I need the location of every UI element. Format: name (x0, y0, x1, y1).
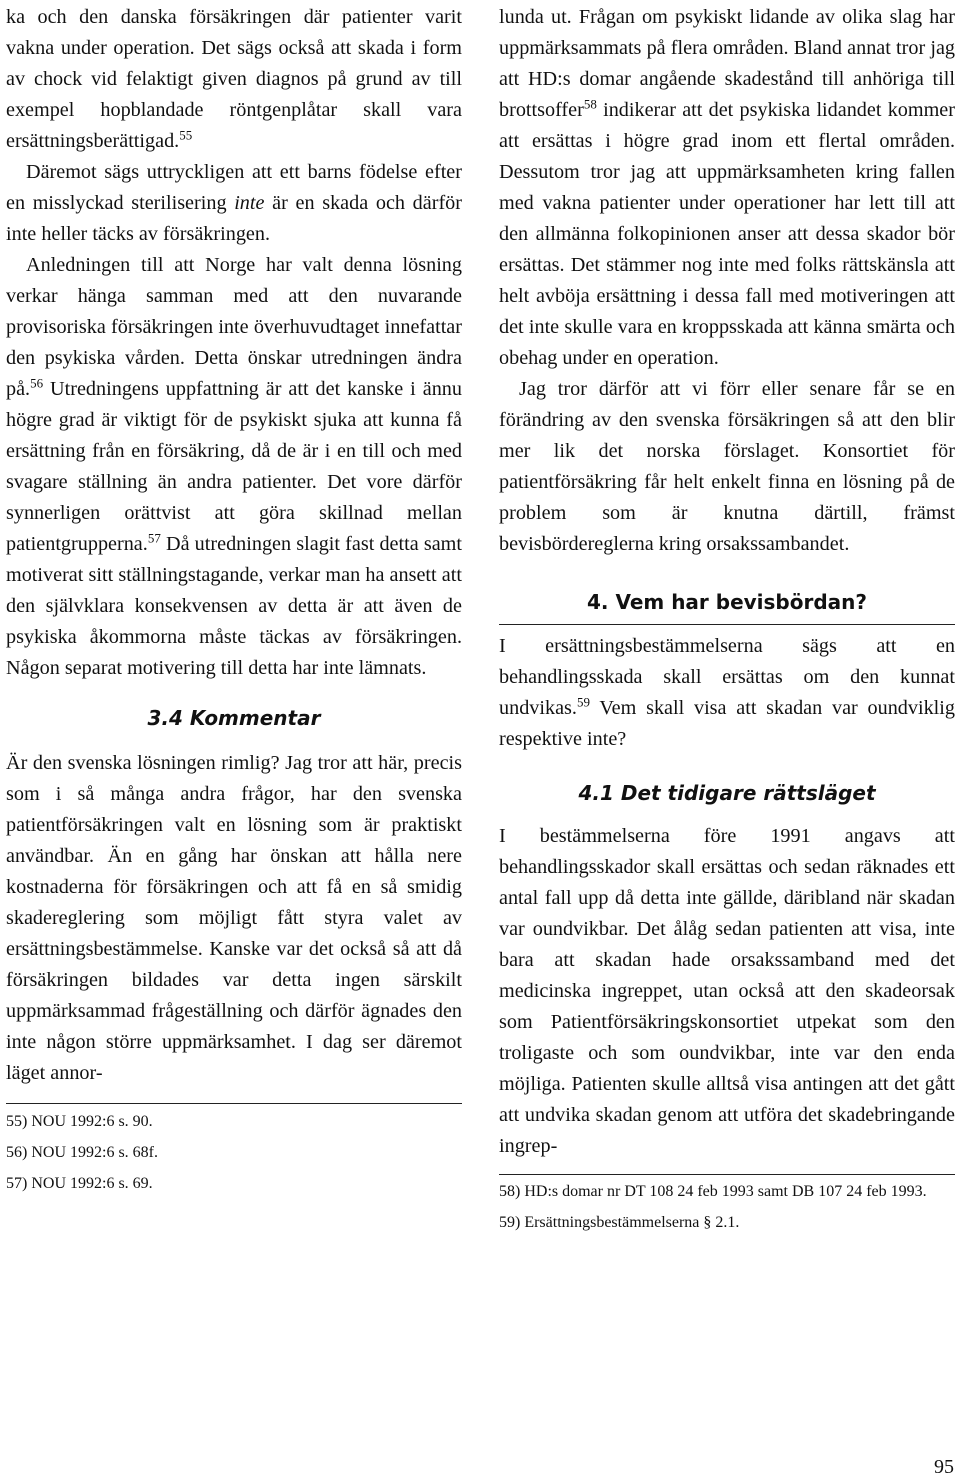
section-heading: 4.1 Det tidigare rättsläget (578, 781, 876, 805)
paragraph: Är den svenska lösningen rimlig? Jag tror att här, precis som i så många andra frågor, har den svenska patientförsäkringen valt en lösning som är praktiskt användbar. Än en gång har önskan att hålla nere kostnaderna för försäkringen och att få en så smidig skadereglering som möjligt fått styra valet av ersättningsbestämmelse. Kanske var det också så att då försäkringen bildades var detta ingen särskilt uppmärksammad frågeställning och därför ägnades den inte någon större uppmärksamhet. I dag ser däremot läget annor- (6, 752, 462, 1084)
paragraph-text: ka och den danska försäkringen där patienter varit vakna under operation. Det sägs också att skada i form av chock vid felaktigt given diagnos på grund av till exempel hopblandade röntgenplåtar skall vara ersättningsberättigad. (6, 6, 462, 152)
paragraph (6, 250, 462, 684)
footnote: 56) NOU 1992:6 s. 68f. (6, 1144, 158, 1161)
paragraph (6, 157, 462, 250)
footnote: 58) HD:s domar nr DT 108 24 feb 1993 samt DB 107 24 feb 1993. (499, 1183, 927, 1200)
footnote-divider (499, 1174, 955, 1175)
footnote: 57) NOU 1992:6 s. 69. (6, 1175, 153, 1192)
left-column (6, 0, 462, 1199)
paragraph (499, 631, 955, 755)
paragraph-text: indikerar att det psykiska lidandet kommer att ersättas i högre grad inom ett flertal områden. Dessutom tror jag att uppmärksamheten kring fallen med vakna patienter under operationer har lett till att den allmänna folkopinionen anser att dessa skador bör ersättas. Det stämmer nog inte med folks rättskänsla att helt avböja ersättning i dessa fall med motiveringen att det inte skulle vara en kroppsskada att känna smärta och obehag under en operation. (499, 99, 955, 369)
section-heading: 3.4 Kommentar (147, 706, 321, 730)
footnote-ref: 55 (179, 127, 193, 143)
paragraph-text: Vem skall visa att skadan var oundviklig respektive inte? (499, 697, 955, 750)
paragraph: Jag tror därför att vi förr eller senare får se en förändring av den svenska försäkringen så att den blir mer lik det norska förslaget. Konsortiet för patientförsäkring får helt enkelt finna en lösning på de problem som är knutna därtill, främst bevisbördereglerna kring orsakssambandet. (499, 378, 955, 555)
paragraph-text: är en skada och därför inte heller täcks av försäkringen. (6, 192, 462, 245)
paragraph-text: Anledningen till att Norge har valt denna lösning verkar hänga samman med att den nuvarande provisoriska försäkringen inte överhuvudtaget innefattar den psykiska vården. Detta önskar utredningen ändra på. (6, 254, 462, 400)
footnote-ref: 59 (576, 694, 590, 710)
paragraph-text: Däremot sägs uttryckligen att ett barns födelse efter en misslyckad sterilisering (6, 161, 462, 214)
page-number: 95 (934, 1456, 954, 1478)
footnote: 55) NOU 1992:6 s. 90. (6, 1113, 153, 1130)
footnote: 59) Ersättningsbestämmelserna § 2.1. (499, 1214, 740, 1231)
paragraph-text: I ersättningsbestämmelserna sägs att en behandlingsskada skall ersättas om den kunnat undvikas. (499, 635, 955, 719)
footnote-ref: 57 (147, 530, 161, 546)
right-column (499, 0, 955, 1238)
paragraph-text: lunda ut. Frågan om psykiskt lidande av olika slag har uppmärksammats på flera områden. Bland annat tror jag att HD:s domar angående skadestånd till anhöriga till brottsoffer (499, 6, 955, 121)
section-heading: 4. Vem har bevisbördan? (586, 590, 868, 614)
footnote-ref: 56 (30, 375, 44, 391)
heading-divider (499, 624, 955, 625)
paragraph-text: Utredningens uppfattning är att det kanske i ännu högre grad är viktigt för de psykiskt sjuka att kunna få ersättning från en försäkring, då de är i en till och med svagare ställning än andra patienter. Det vore därför synnerligen orättvist att göra skillnad mellan patientgrupperna. (6, 378, 462, 555)
paragraph-text: Då utredningen slagit fast detta samt motiverat sitt ställningstagande, verkar man ha ansett att den självklara konsekvensen av detta är att även de psykiska åkommorna måste täckas av försäkringen. Någon separat motivering till detta har inte lämnats. (6, 533, 462, 679)
paragraph: I bestämmelserna före 1991 angavs att behandlingsskador skall ersättas och sedan räknades ett antal fall upp då detta inte gällde, däribland när skadan var oundvikbar. Det ålåg sedan patienten att visa, inte bara att skadan hade orsakssamband med det medicinska ingreppet, utan också att den skadeorsak som Patientförsäkringskonsortiet utpekat som den troligaste och som oundvikbar, inte var den enda möjliga. Patienten skulle alltså visa antingen att det gått att undvika skadan genom att utföra det skadebringande ingrep- (499, 825, 955, 1157)
paragraph (499, 2, 955, 374)
paragraph (6, 2, 462, 157)
footnote-divider (6, 1103, 462, 1104)
footnote-ref: 58 (583, 96, 597, 112)
emphasis: inte (234, 192, 265, 214)
